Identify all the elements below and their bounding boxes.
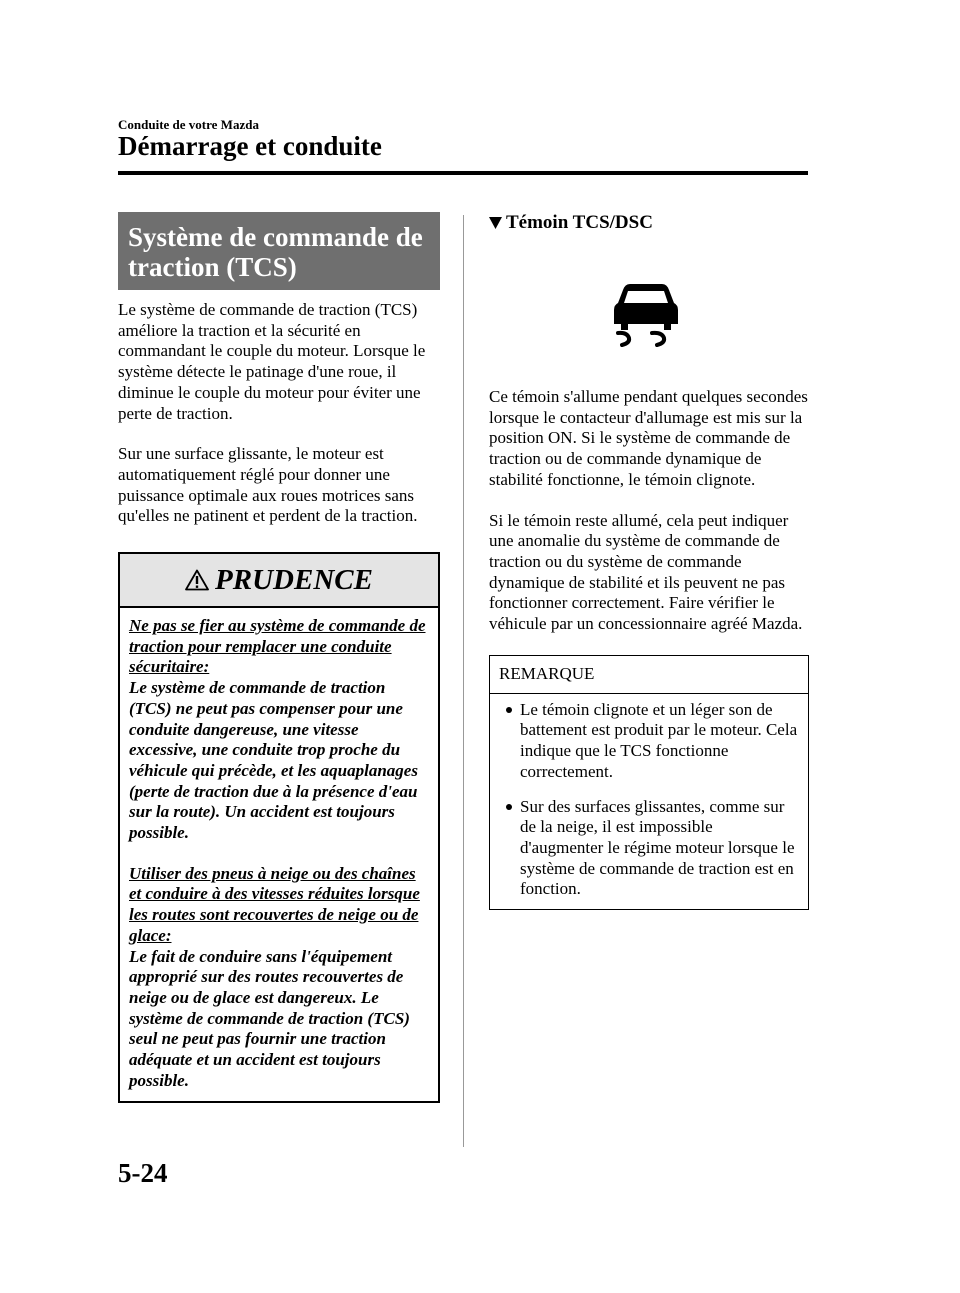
indicator-paragraph-2: Si le témoin reste allumé, cela peut indiquer une anomalie du système de commande de traction ou du système de commande dynamique de stabilité et ils peuvent ne pas fonctionner correctement. Faire vérifier le véhicule par un concessionnaire agréé Mazda. — [489, 510, 803, 634]
tcs-dsc-indicator-icon — [612, 279, 680, 349]
caution-body — [120, 608, 438, 1100]
note-item — [498, 700, 800, 783]
note-box — [489, 655, 809, 910]
note-header — [490, 656, 808, 694]
slippery-surface-paragraph: Sur une surface glissante, le moteur est automatiquement réglé pour donner une puissance optimale aux roues motrices sans qu'elles ne patinent et perdent de la traction. — [118, 444, 418, 526]
page-number: 5-24 — [118, 1158, 168, 1188]
left-column — [118, 212, 440, 1103]
caution-header — [120, 554, 438, 608]
note-item-text: Sur des surfaces glissantes, comme sur de la neige, il est impossible d'augmenter le régime moteur lorsque le système de commande de traction est en fonction. — [520, 796, 795, 899]
right-column — [489, 212, 809, 910]
note-body — [490, 694, 808, 909]
subsection-heading — [489, 212, 809, 234]
column-divider — [463, 215, 464, 1147]
note-title: REMARQUE — [499, 664, 595, 684]
bullet-icon — [498, 700, 520, 783]
caution-box — [118, 552, 440, 1102]
chapter-label: Conduite de votre Mazda — [118, 117, 259, 132]
caution-item1-heading: Ne pas se fier au système de commande de traction pour remplacer une conduite sécuritaire: — [129, 616, 426, 677]
caution-title: PRUDENCE — [215, 563, 373, 596]
topic-title-box — [118, 212, 440, 290]
caution-item2-heading: Utiliser des pneus à neige ou des chaînes et conduire à des vitesses réduites lorsque les routes sont recouvertes de neige ou de glace: — [129, 863, 420, 945]
caution-item1-text: Le système de commande de traction (TCS) ne peut pas compenser pour une conduite dangereuse, une vitesse excessive, une conduite trop proche du véhicule qui précède, et les aquaplanages (perte de traction due à la présence d'eau sur la route). Un accident est toujours possible. — [129, 678, 418, 843]
header-rule — [118, 171, 808, 175]
section-title: Démarrage et conduite — [118, 131, 382, 161]
subsection-heading-text: Témoin TCS/DSC — [506, 212, 653, 233]
note-item-text: Le témoin clignote et un léger son de battement est produit par le moteur. Cela indique que le TCS fonctionne correctement. — [520, 699, 798, 781]
caution-item2-text: Le fait de conduire sans l'équipement approprié sur des routes recouvertes de neige ou de glace est dangereux. Le système de commande de traction (TCS) seul ne peut pas fournir une traction adéquate et un accident est toujours possible. — [129, 946, 410, 1090]
intro-paragraph: Le système de commande de traction (TCS) améliore la traction et la sécurité en commandant le couple du moteur. Lorsque le système détecte le patinage d'une roue, il diminue le couple du moteur pour éviter une perte de traction. — [118, 300, 426, 423]
bullet-icon — [498, 797, 520, 901]
warning-triangle-icon — [185, 569, 209, 591]
topic-title: Système de commande de traction (TCS) — [128, 222, 423, 282]
note-item — [498, 797, 800, 901]
triangle-marker-icon — [489, 217, 502, 229]
indicator-paragraph-1: Ce témoin s'allume pendant quelques secondes lorsque le contacteur d'allumage est mis sur la position ON. Si le système de commande de traction ou de commande dynamique de stabilité fonctionne, le témoin clignote. — [489, 387, 808, 489]
